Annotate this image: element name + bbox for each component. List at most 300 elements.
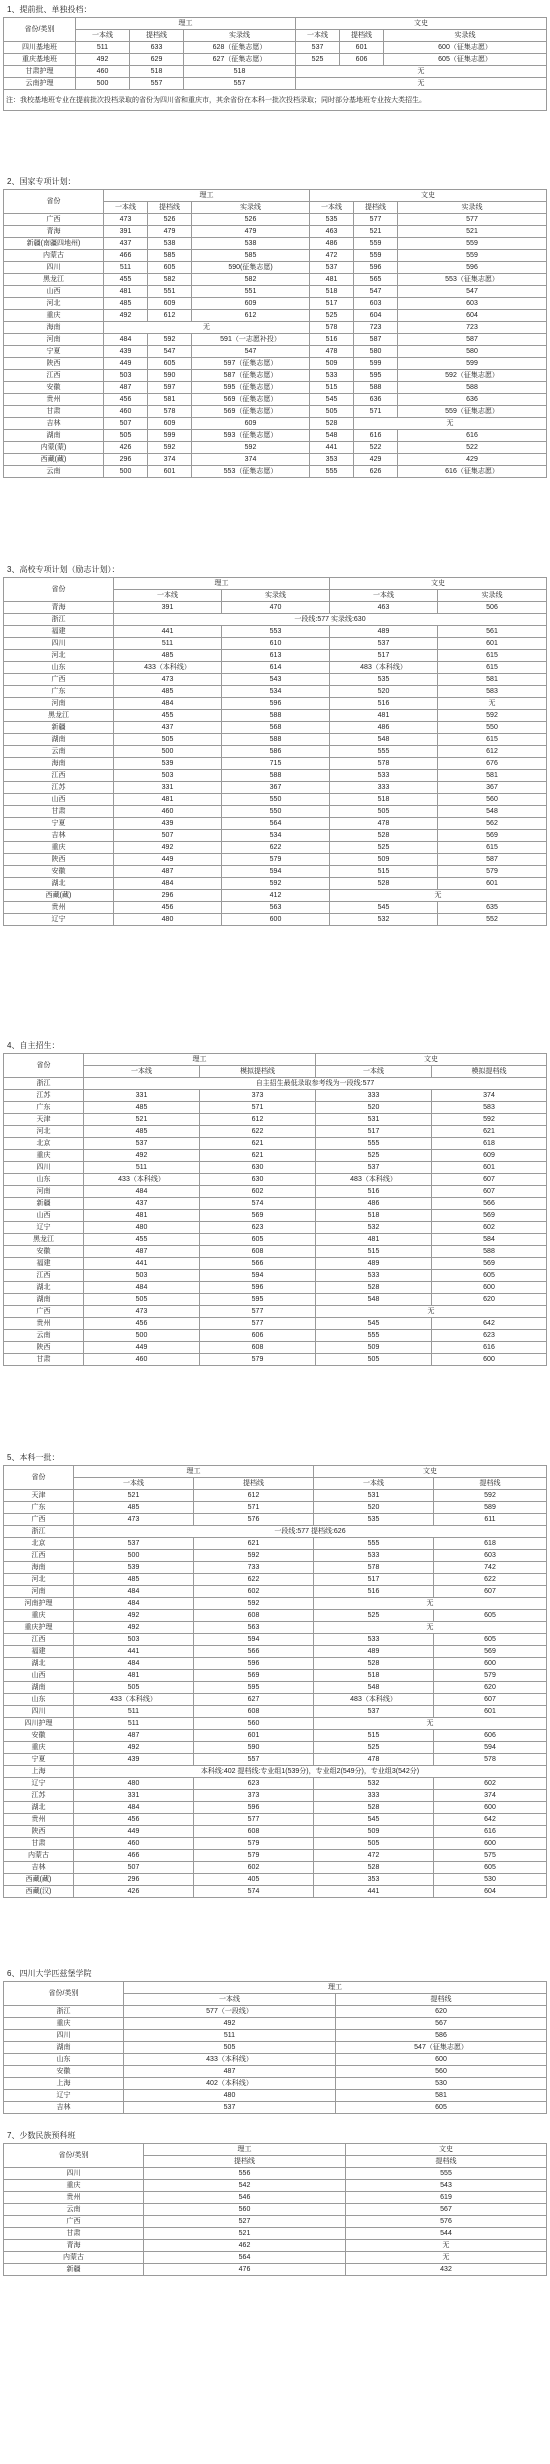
table-cell: 492 bbox=[74, 1610, 194, 1622]
table-row bbox=[4, 1730, 547, 1742]
table-cell: 559 bbox=[354, 250, 398, 262]
table-row bbox=[4, 1814, 547, 1826]
table-row bbox=[4, 1354, 547, 1366]
table-cell: 629 bbox=[130, 54, 184, 66]
table-row bbox=[4, 1198, 547, 1210]
table-cell: 539 bbox=[114, 758, 222, 770]
table-cell: 456 bbox=[104, 394, 148, 406]
table-cell: 353 bbox=[310, 454, 354, 466]
province-cell: 湖南 bbox=[4, 1294, 84, 1306]
table-cell: 500 bbox=[84, 1330, 200, 1342]
table-cell: 577（一段线） bbox=[124, 2006, 336, 2018]
table-cell: 478 bbox=[314, 1754, 434, 1766]
table-row bbox=[4, 1862, 547, 1874]
table-cell: 374 bbox=[148, 454, 192, 466]
table-cell: 601 bbox=[438, 638, 547, 650]
table-cell: 河南护理 bbox=[4, 1598, 74, 1610]
table-row bbox=[4, 878, 547, 890]
table-row bbox=[4, 1886, 547, 1898]
table-cell: 518 bbox=[330, 794, 438, 806]
table-cell: 621 bbox=[200, 1138, 316, 1150]
table-row bbox=[4, 1222, 547, 1234]
table-cell: 592 bbox=[222, 878, 330, 890]
province-cell: 四川基地班 bbox=[4, 42, 76, 54]
table-cell: 622 bbox=[200, 1126, 316, 1138]
table-cell: 500 bbox=[74, 1550, 194, 1562]
province-cell: 湖北 bbox=[4, 1282, 84, 1294]
table-cell: 492 bbox=[74, 1742, 194, 1754]
table-cell: 566 bbox=[432, 1198, 547, 1210]
table-row bbox=[4, 394, 547, 406]
province-cell: 山东 bbox=[4, 1694, 74, 1706]
province-cell: 四川 bbox=[4, 1162, 84, 1174]
table-cell: 588 bbox=[354, 382, 398, 394]
table-row bbox=[4, 710, 547, 722]
section-first-batch bbox=[3, 1452, 547, 1898]
table-cell: 551 bbox=[148, 286, 192, 298]
table-row bbox=[4, 78, 547, 90]
table-cell: 433（本科线） bbox=[84, 1174, 200, 1186]
table-cell: 577 bbox=[194, 1814, 314, 1826]
table-cell: 481 bbox=[84, 1210, 200, 1222]
table-cell: 无 bbox=[314, 1718, 547, 1730]
table-row bbox=[4, 2090, 547, 2102]
header-cell: 实录线 bbox=[398, 202, 547, 214]
header-cell: 提档线 bbox=[130, 30, 184, 42]
province-cell: 贵州 bbox=[4, 2192, 144, 2204]
province-cell: 辽宁 bbox=[4, 1222, 84, 1234]
table-cell: 622 bbox=[434, 1574, 547, 1586]
table-cell: 590 bbox=[148, 370, 192, 382]
table-cell: 579 bbox=[194, 1850, 314, 1862]
independent-admission-table bbox=[3, 1053, 547, 1366]
province-cell: 上海 bbox=[4, 2078, 124, 2090]
table-cell: 723 bbox=[354, 322, 398, 334]
province-cell: 湖南 bbox=[4, 430, 104, 442]
table-cell: 560 bbox=[194, 1718, 314, 1730]
table-row bbox=[4, 1646, 547, 1658]
table-cell: 596 bbox=[194, 1802, 314, 1814]
table-cell: 618 bbox=[434, 1538, 547, 1550]
province-cell: 广西 bbox=[4, 2216, 144, 2228]
table-cell: 533 bbox=[330, 770, 438, 782]
table-cell: 555 bbox=[314, 1538, 434, 1550]
table-cell: 456 bbox=[114, 902, 222, 914]
table-cell: 429 bbox=[354, 454, 398, 466]
table-cell: 492 bbox=[74, 1622, 194, 1634]
table-cell: 545 bbox=[314, 1814, 434, 1826]
table-row bbox=[4, 1246, 547, 1258]
table-cell: 478 bbox=[310, 346, 354, 358]
section-title: 3、高校专项计划（励志计划）： bbox=[7, 565, 120, 574]
table-row bbox=[4, 1138, 547, 1150]
table-cell: 515 bbox=[314, 1730, 434, 1742]
first-batch-table bbox=[3, 1465, 547, 1898]
table-cell: 588 bbox=[398, 382, 547, 394]
table-cell: 606 bbox=[434, 1730, 547, 1742]
table-cell: 479 bbox=[192, 226, 310, 238]
province-cell: 江西 bbox=[4, 1550, 74, 1562]
table-cell: 537 bbox=[84, 1138, 200, 1150]
province-cell: 四川 bbox=[4, 262, 104, 274]
table-cell: 433（本科线） bbox=[74, 1694, 194, 1706]
section-ethnic-preparatory bbox=[3, 2130, 547, 2276]
province-cell: 贵州 bbox=[4, 902, 114, 914]
table-cell: 367 bbox=[222, 782, 330, 794]
province-cell: 黑龙江 bbox=[4, 710, 114, 722]
table-cell: 441 bbox=[114, 626, 222, 638]
table-cell: 432 bbox=[346, 2264, 547, 2276]
table-cell: 600 bbox=[432, 1354, 547, 1366]
table-cell: 516 bbox=[330, 698, 438, 710]
table-cell: 600 bbox=[432, 1282, 547, 1294]
table-cell: 581 bbox=[438, 770, 547, 782]
table-row bbox=[4, 430, 547, 442]
table-cell: 无 bbox=[314, 1622, 547, 1634]
table-cell: 500 bbox=[76, 78, 130, 90]
table-cell: 574 bbox=[194, 1886, 314, 1898]
table-cell: 509 bbox=[310, 358, 354, 370]
province-cell: 陕西 bbox=[4, 1342, 84, 1354]
table-cell: 528 bbox=[316, 1282, 432, 1294]
table-cell: 676 bbox=[438, 758, 547, 770]
table-cell: 606 bbox=[340, 54, 384, 66]
province-cell: 黑龙江 bbox=[4, 274, 104, 286]
table-cell: 569（征集志愿） bbox=[192, 406, 310, 418]
table-cell: 456 bbox=[84, 1318, 200, 1330]
province-cell: 江西 bbox=[4, 1270, 84, 1282]
table-cell: 592 bbox=[194, 1598, 314, 1610]
province-cell: 广东 bbox=[4, 1502, 74, 1514]
table-cell: 560 bbox=[144, 2204, 346, 2216]
table-row bbox=[4, 370, 547, 382]
province-cell: 宁夏 bbox=[4, 346, 104, 358]
header-cell: 省份/类别 bbox=[4, 18, 76, 42]
section-independent-admission bbox=[3, 1040, 547, 1366]
table-cell: 610 bbox=[222, 638, 330, 650]
table-cell: 537 bbox=[124, 2102, 336, 2114]
table-cell: 473 bbox=[74, 1514, 194, 1526]
table-cell: 602 bbox=[200, 1186, 316, 1198]
table-cell: 642 bbox=[434, 1814, 547, 1826]
table-cell: 561 bbox=[438, 626, 547, 638]
table-row bbox=[4, 1514, 547, 1526]
table-cell: 587（征集志愿） bbox=[192, 370, 310, 382]
table-cell: 463 bbox=[310, 226, 354, 238]
table-cell: 618 bbox=[432, 1138, 547, 1150]
table-cell: 612 bbox=[438, 746, 547, 758]
table-cell: 626 bbox=[354, 466, 398, 478]
header-cell: 提档线 bbox=[346, 2156, 547, 2168]
table-row bbox=[4, 310, 547, 322]
table-cell: 505 bbox=[314, 1838, 434, 1850]
table-cell: 463 bbox=[330, 602, 438, 614]
table-row bbox=[4, 298, 547, 310]
table-row bbox=[4, 770, 547, 782]
province-cell: 甘肃 bbox=[4, 806, 114, 818]
table-cell: 620 bbox=[434, 1682, 547, 1694]
table-cell: 576 bbox=[194, 1514, 314, 1526]
table-row bbox=[4, 1258, 547, 1270]
table-cell: 重庆 bbox=[4, 1610, 74, 1622]
header-cell: 理工 bbox=[124, 1982, 547, 1994]
table-cell: 527 bbox=[144, 2216, 346, 2228]
table-cell: 583 bbox=[432, 1102, 547, 1114]
table-row bbox=[4, 454, 547, 466]
table-cell: 569 bbox=[432, 1258, 547, 1270]
table-cell: 733 bbox=[194, 1562, 314, 1574]
table-row bbox=[4, 1802, 547, 1814]
table-cell: 484 bbox=[74, 1586, 194, 1598]
table-row bbox=[4, 890, 547, 902]
province-cell: 陕西 bbox=[4, 854, 114, 866]
province-cell: 新疆 bbox=[4, 2264, 144, 2276]
table-cell: 373 bbox=[194, 1790, 314, 1802]
table-cell: 455 bbox=[114, 710, 222, 722]
province-cell: 宁夏 bbox=[4, 1754, 74, 1766]
table-cell: 539 bbox=[74, 1562, 194, 1574]
table-cell: 456 bbox=[74, 1814, 194, 1826]
table-cell: 484 bbox=[74, 1802, 194, 1814]
table-cell: 528 bbox=[330, 830, 438, 842]
table-cell: 579 bbox=[194, 1838, 314, 1850]
table-cell: 449 bbox=[114, 854, 222, 866]
province-cell: 山东 bbox=[4, 662, 114, 674]
table-cell: 485 bbox=[84, 1126, 200, 1138]
table-cell: 616 bbox=[432, 1342, 547, 1354]
table-row bbox=[4, 1078, 547, 1090]
table-cell: 543 bbox=[346, 2180, 547, 2192]
table-cell: 594 bbox=[194, 1634, 314, 1646]
table-cell: 559 bbox=[398, 250, 547, 262]
table-row bbox=[4, 722, 547, 734]
table-cell: 485 bbox=[74, 1574, 194, 1586]
table-row bbox=[4, 830, 547, 842]
table-row bbox=[4, 638, 547, 650]
early-batch-table bbox=[3, 17, 547, 111]
table-row bbox=[4, 2078, 547, 2090]
province-cell: 安徽 bbox=[4, 866, 114, 878]
table-cell: 612 bbox=[200, 1114, 316, 1126]
province-cell: 安徽 bbox=[4, 2066, 124, 2078]
province-cell: 江西 bbox=[4, 1634, 74, 1646]
table-cell: 607 bbox=[432, 1174, 547, 1186]
table-cell: 528 bbox=[314, 1658, 434, 1670]
province-cell: 甘肃 bbox=[4, 1354, 84, 1366]
table-row bbox=[4, 1562, 547, 1574]
table-cell: 507 bbox=[104, 418, 148, 430]
table-row bbox=[4, 2006, 547, 2018]
header-cell: 实录线 bbox=[184, 30, 296, 42]
table-cell: 479 bbox=[148, 226, 192, 238]
table-row bbox=[4, 1622, 547, 1634]
table-cell: 503 bbox=[84, 1270, 200, 1282]
province-cell: 安徽 bbox=[4, 1730, 74, 1742]
table-cell: 481 bbox=[114, 794, 222, 806]
table-cell: 455 bbox=[84, 1234, 200, 1246]
province-cell: 广西 bbox=[4, 214, 104, 226]
table-cell: 520 bbox=[314, 1502, 434, 1514]
table-cell: 621 bbox=[194, 1538, 314, 1550]
table-cell: 619 bbox=[346, 2192, 547, 2204]
table-cell: 616 bbox=[434, 1826, 547, 1838]
province-cell: 浙江 bbox=[4, 2006, 124, 2018]
table-cell: 甘肃护理 bbox=[4, 66, 76, 78]
table-row bbox=[4, 1658, 547, 1670]
province-cell: 云南 bbox=[4, 1330, 84, 1342]
table-cell: 616 bbox=[398, 430, 547, 442]
table-row bbox=[4, 1330, 547, 1342]
table-row bbox=[4, 1186, 547, 1198]
table-cell: 373 bbox=[200, 1090, 316, 1102]
table-cell: 333 bbox=[314, 1790, 434, 1802]
table-cell: 520 bbox=[330, 686, 438, 698]
table-cell: 587 bbox=[398, 334, 547, 346]
table-row bbox=[4, 334, 547, 346]
province-cell: 辽宁 bbox=[4, 914, 114, 926]
table-cell: 595 bbox=[200, 1294, 316, 1306]
note-row bbox=[4, 90, 547, 111]
header-cell: 文史 bbox=[296, 18, 547, 30]
table-cell: 437 bbox=[114, 722, 222, 734]
table-cell: 460 bbox=[104, 406, 148, 418]
province-cell: 宁夏 bbox=[4, 818, 114, 830]
table-cell: 537 bbox=[296, 42, 340, 54]
table-row bbox=[4, 1718, 547, 1730]
table-cell: 569 bbox=[434, 1646, 547, 1658]
table-cell: 545 bbox=[310, 394, 354, 406]
table-cell: 云南护理 bbox=[4, 78, 76, 90]
table-cell: 557 bbox=[184, 78, 296, 90]
table-cell: 532 bbox=[330, 914, 438, 926]
header-row bbox=[4, 190, 547, 202]
table-cell: 582 bbox=[148, 274, 192, 286]
table-cell: 595（征集志愿） bbox=[192, 382, 310, 394]
province-cell: 内蒙古 bbox=[4, 250, 104, 262]
table-row bbox=[4, 1162, 547, 1174]
table-row bbox=[4, 854, 547, 866]
table-cell: 无 bbox=[346, 2240, 547, 2252]
table-cell: 582 bbox=[192, 274, 310, 286]
table-cell: 478 bbox=[330, 818, 438, 830]
table-cell: 511 bbox=[76, 42, 130, 54]
table-cell: 520 bbox=[316, 1102, 432, 1114]
header-cell: 理工 bbox=[74, 1466, 314, 1478]
province-cell: 河北 bbox=[4, 1126, 84, 1138]
table-cell: 622 bbox=[194, 1574, 314, 1586]
table-cell: 516 bbox=[316, 1186, 432, 1198]
table-cell: 605（征集志愿） bbox=[384, 54, 547, 66]
table-cell: 578 bbox=[330, 758, 438, 770]
province-cell: 贵州 bbox=[4, 1814, 74, 1826]
table-cell: 603 bbox=[434, 1550, 547, 1562]
table-cell: 605 bbox=[148, 262, 192, 274]
table-cell: 391 bbox=[104, 226, 148, 238]
table-cell: 505 bbox=[74, 1682, 194, 1694]
header-row bbox=[4, 578, 547, 590]
table-cell: 550 bbox=[222, 794, 330, 806]
table-cell: 609 bbox=[192, 418, 310, 430]
province-cell: 新疆(南疆四地州) bbox=[4, 238, 104, 250]
table-cell: 592 bbox=[434, 1490, 547, 1502]
table-cell: 海南 bbox=[4, 322, 104, 334]
table-cell: 485 bbox=[114, 686, 222, 698]
table-cell: 630 bbox=[200, 1162, 316, 1174]
table-cell: 608 bbox=[194, 1706, 314, 1718]
table-cell: 528 bbox=[314, 1802, 434, 1814]
table-cell: 555 bbox=[316, 1138, 432, 1150]
table-cell: 426 bbox=[104, 442, 148, 454]
table-row bbox=[4, 250, 547, 262]
table-row bbox=[4, 1598, 547, 1610]
province-cell: 福建 bbox=[4, 626, 114, 638]
table-cell: 547 bbox=[354, 286, 398, 298]
table-cell: 374 bbox=[434, 1790, 547, 1802]
section-title: 5、本科一批： bbox=[7, 1453, 60, 1462]
table-cell: 601 bbox=[340, 42, 384, 54]
header-row bbox=[4, 18, 547, 30]
table-row bbox=[4, 1838, 547, 1850]
table-row bbox=[4, 734, 547, 746]
province-cell: 河北 bbox=[4, 298, 104, 310]
table-cell: 487 bbox=[74, 1730, 194, 1742]
table-cell: 548 bbox=[438, 806, 547, 818]
table-row bbox=[4, 698, 547, 710]
province-cell: 湖南 bbox=[4, 734, 114, 746]
header-row bbox=[4, 1466, 547, 1478]
table-cell: 374 bbox=[192, 454, 310, 466]
table-cell: 585 bbox=[148, 250, 192, 262]
table-cell: 587 bbox=[438, 854, 547, 866]
province-cell: 山西 bbox=[4, 794, 114, 806]
header-cell: 提档线 bbox=[144, 2156, 346, 2168]
table-cell: 601 bbox=[438, 878, 547, 890]
table-cell: 上海 bbox=[4, 1766, 74, 1778]
table-cell: 602 bbox=[434, 1778, 547, 1790]
table-cell: 486 bbox=[310, 238, 354, 250]
table-cell: 580 bbox=[398, 346, 547, 358]
province-cell: 山东 bbox=[4, 1174, 84, 1186]
table-cell: 437 bbox=[84, 1198, 200, 1210]
table-cell: 605 bbox=[200, 1234, 316, 1246]
table-cell: 518 bbox=[316, 1210, 432, 1222]
table-row bbox=[4, 1682, 547, 1694]
table-row bbox=[4, 1586, 547, 1598]
header-cell: 省份/类别 bbox=[4, 2144, 144, 2168]
table-cell: 602 bbox=[194, 1586, 314, 1598]
table-cell: 无 bbox=[296, 78, 547, 90]
table-cell: 627（征集志愿） bbox=[184, 54, 296, 66]
table-row bbox=[4, 806, 547, 818]
section-pittsburgh bbox=[3, 1968, 547, 2114]
table-row bbox=[4, 914, 547, 926]
table-cell: 581 bbox=[148, 394, 192, 406]
province-cell: 贵州 bbox=[4, 1318, 84, 1330]
table-cell: 578 bbox=[314, 1562, 434, 1574]
table-cell: 530 bbox=[336, 2078, 547, 2090]
section-title: 1、提前批、单独投档： bbox=[7, 5, 92, 14]
table-cell: 515 bbox=[316, 1246, 432, 1258]
table-cell: 535 bbox=[310, 214, 354, 226]
header-cell: 模拟提档线 bbox=[200, 1066, 316, 1078]
header-cell: 理工 bbox=[144, 2144, 346, 2156]
table-cell: 595 bbox=[194, 1682, 314, 1694]
table-cell: 566 bbox=[200, 1258, 316, 1270]
table-cell: 525 bbox=[316, 1150, 432, 1162]
table-cell: 542 bbox=[144, 2180, 346, 2192]
table-row bbox=[4, 274, 547, 286]
table-cell: 547 bbox=[148, 346, 192, 358]
